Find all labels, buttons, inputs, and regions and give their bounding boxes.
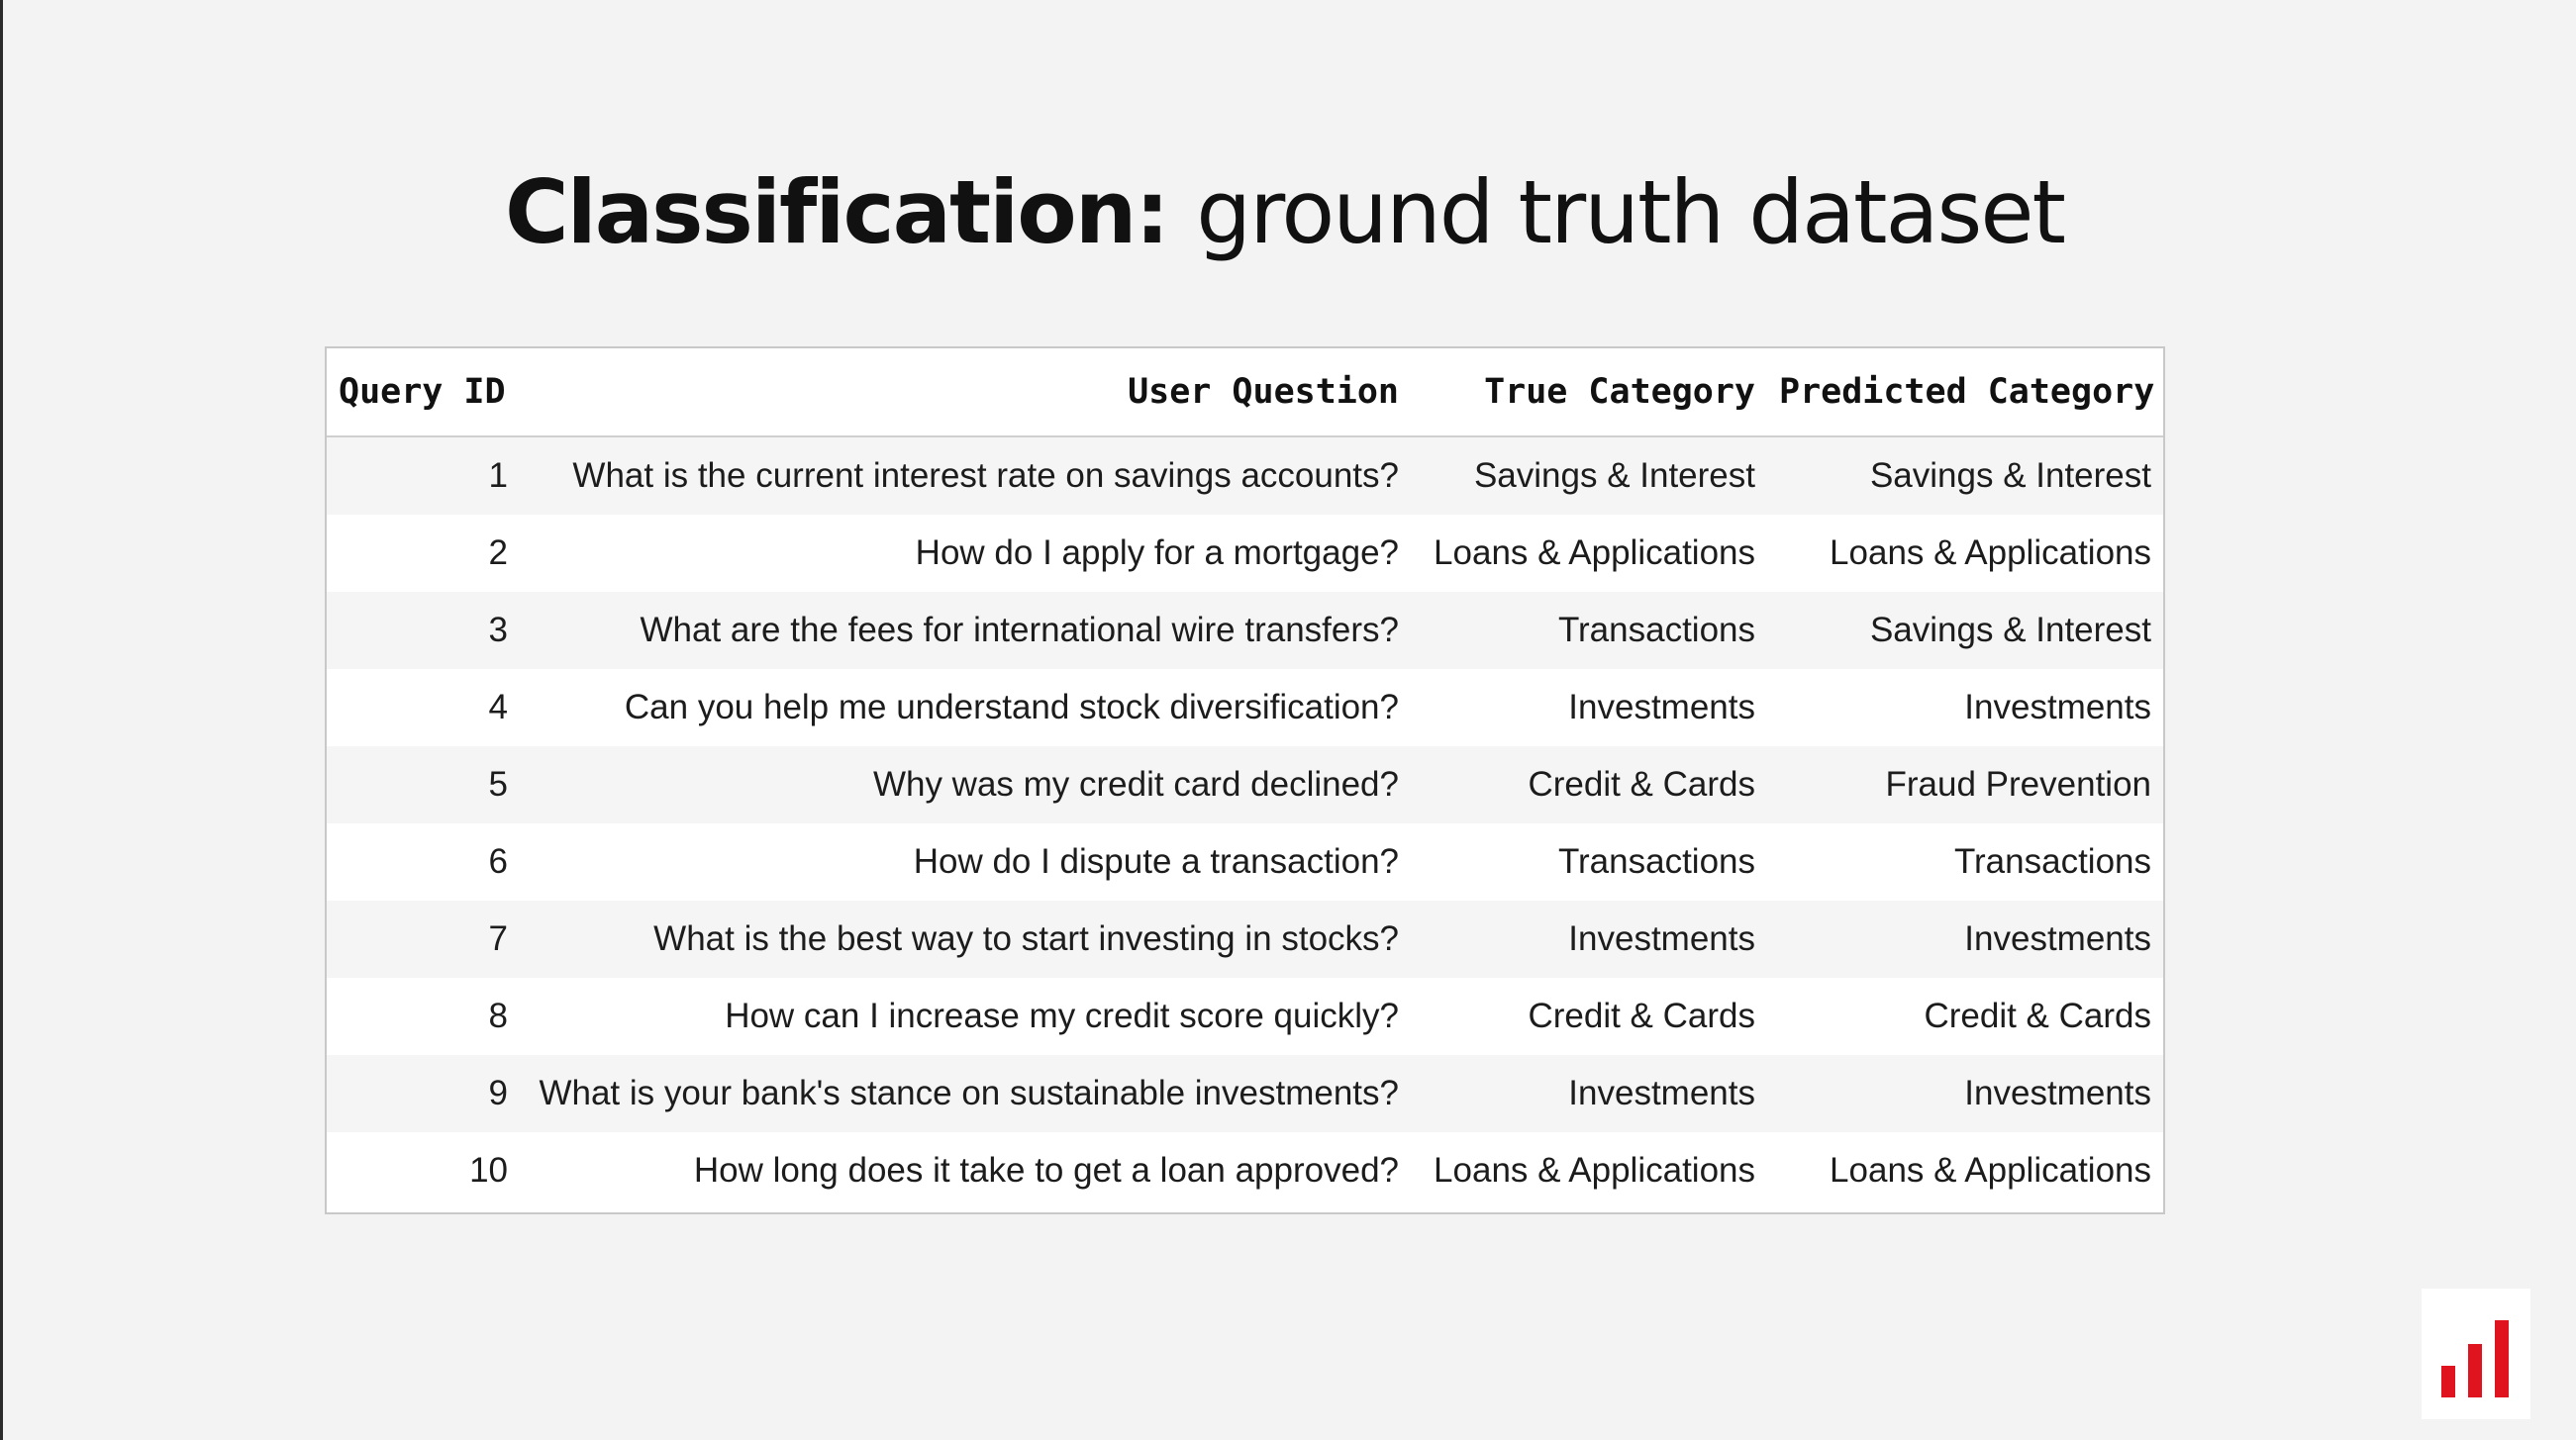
- cell-user-question: What is the best way to start investing in stocks?: [520, 901, 1411, 978]
- table-row: [327, 746, 2163, 823]
- cell-true-category: Loans & Applications: [1411, 515, 1767, 592]
- table-header-row: [327, 348, 2163, 436]
- cell-predicted-category: Investments: [1767, 669, 2163, 746]
- cell-true-category: Credit & Cards: [1411, 978, 1767, 1055]
- cell-true-category: Investments: [1411, 1055, 1767, 1132]
- slide-title-rest: ground truth dataset: [1196, 161, 2064, 263]
- cell-query-id: 3: [327, 592, 520, 669]
- cell-true-category: Transactions: [1411, 823, 1767, 901]
- cell-predicted-category: Savings & Interest: [1767, 436, 2163, 515]
- table-row: [327, 901, 2163, 978]
- cell-query-id: 8: [327, 978, 520, 1055]
- cell-user-question: Can you help me understand stock diversification?: [520, 669, 1411, 746]
- cell-query-id: 9: [327, 1055, 520, 1132]
- dataset-table: [327, 348, 2163, 1209]
- cell-predicted-category: Investments: [1767, 1055, 2163, 1132]
- cell-query-id: 2: [327, 515, 520, 592]
- table-row: [327, 515, 2163, 592]
- table-row: [327, 1055, 2163, 1132]
- cell-true-category: Transactions: [1411, 592, 1767, 669]
- cell-query-id: 5: [327, 746, 520, 823]
- cell-true-category: Investments: [1411, 901, 1767, 978]
- table-row: [327, 669, 2163, 746]
- cell-user-question: What are the fees for international wire transfers?: [520, 592, 1411, 669]
- cell-query-id: 7: [327, 901, 520, 978]
- slide-title-bold: Classification:: [505, 161, 1168, 263]
- cell-query-id: 1: [327, 436, 520, 515]
- bar-chart-logo-icon: [2422, 1289, 2530, 1419]
- table-row: [327, 978, 2163, 1055]
- table-row: [327, 436, 2163, 515]
- cell-user-question: Why was my credit card declined?: [520, 746, 1411, 823]
- cell-query-id: 4: [327, 669, 520, 746]
- cell-predicted-category: Investments: [1767, 901, 2163, 978]
- cell-query-id: 10: [327, 1132, 520, 1209]
- cell-true-category: Investments: [1411, 669, 1767, 746]
- cell-predicted-category: Loans & Applications: [1767, 1132, 2163, 1209]
- column-header-predicted-category: Predicted Category: [1767, 348, 2163, 436]
- brand-logo: [2422, 1289, 2530, 1419]
- cell-user-question: How do I apply for a mortgage?: [520, 515, 1411, 592]
- left-edge-divider: [0, 0, 3, 1440]
- slide-title: [505, 158, 2064, 267]
- table-row: [327, 592, 2163, 669]
- ground-truth-table: [325, 346, 2165, 1214]
- cell-query-id: 6: [327, 823, 520, 901]
- table-row: [327, 1132, 2163, 1209]
- column-header-query-id: Query ID: [327, 348, 520, 436]
- cell-user-question: What is your bank's stance on sustainable investments?: [520, 1055, 1411, 1132]
- cell-true-category: Credit & Cards: [1411, 746, 1767, 823]
- cell-true-category: Savings & Interest: [1411, 436, 1767, 515]
- cell-predicted-category: Loans & Applications: [1767, 515, 2163, 592]
- cell-true-category: Loans & Applications: [1411, 1132, 1767, 1209]
- cell-user-question: How long does it take to get a loan approved?: [520, 1132, 1411, 1209]
- cell-predicted-category: Transactions: [1767, 823, 2163, 901]
- cell-predicted-category: Savings & Interest: [1767, 592, 2163, 669]
- cell-user-question: How can I increase my credit score quickly?: [520, 978, 1411, 1055]
- column-header-user-question: User Question: [520, 348, 1411, 436]
- cell-predicted-category: Fraud Prevention: [1767, 746, 2163, 823]
- table-row: [327, 823, 2163, 901]
- cell-user-question: How do I dispute a transaction?: [520, 823, 1411, 901]
- column-header-true-category: True Category: [1411, 348, 1767, 436]
- cell-user-question: What is the current interest rate on savings accounts?: [520, 436, 1411, 515]
- cell-predicted-category: Credit & Cards: [1767, 978, 2163, 1055]
